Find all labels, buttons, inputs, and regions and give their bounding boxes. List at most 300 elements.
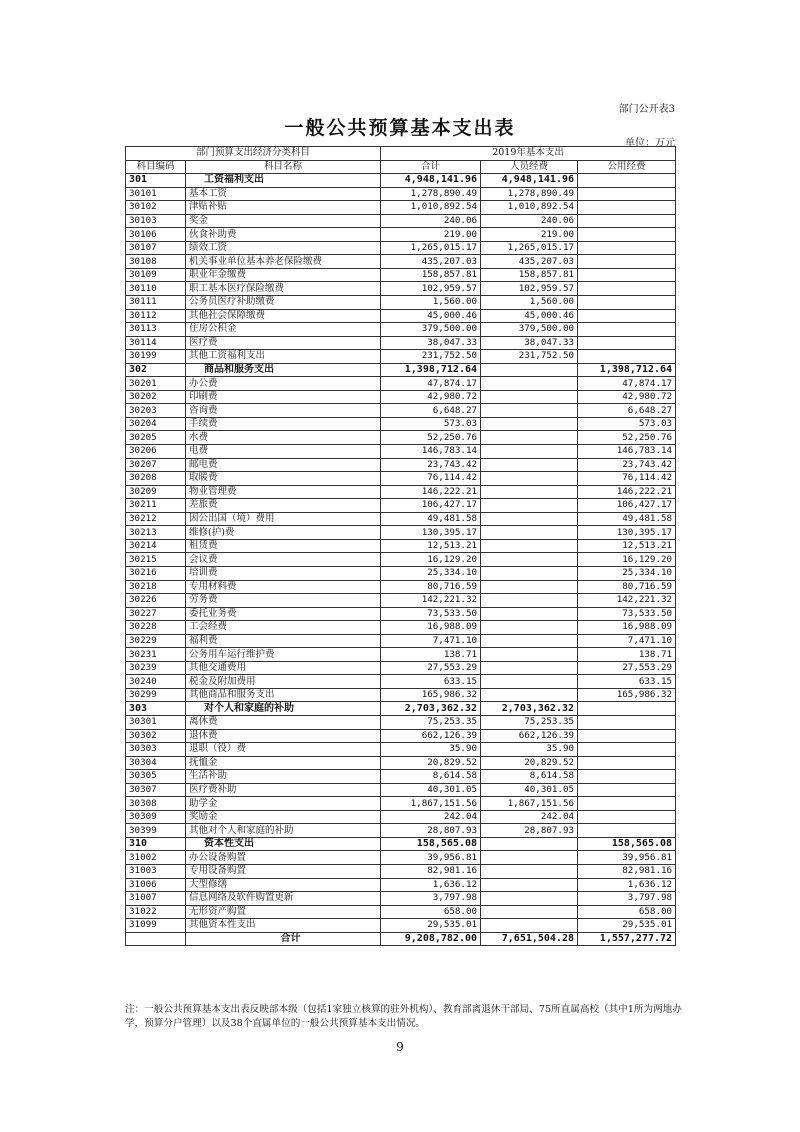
table-row — [126, 214, 676, 228]
table-tag: 部门公开表3 — [618, 104, 675, 115]
table-row — [126, 864, 676, 878]
cell-public: 47,874.17 — [578, 377, 676, 391]
cell-public — [578, 810, 676, 824]
cell-code: 30211 — [126, 499, 186, 513]
cell-total: 39,956.81 — [381, 851, 481, 865]
cell-public: 106,427.17 — [578, 499, 676, 513]
cell-total: 165,986.32 — [381, 688, 481, 702]
cell-name: 绩效工资 — [186, 241, 381, 255]
cell-code: 30309 — [126, 810, 186, 824]
header-code: 科目编码 — [126, 160, 186, 174]
cell-public — [578, 743, 676, 757]
header-personnel: 人员经费 — [481, 160, 578, 174]
table-row — [126, 268, 676, 282]
cell-personnel — [481, 404, 578, 418]
cell-code: 30107 — [126, 241, 186, 255]
table-row — [126, 919, 676, 933]
cell-total: 379,500.00 — [381, 323, 481, 337]
cell-code: 303 — [126, 702, 186, 716]
cell-name: 办公设备购置 — [186, 851, 381, 865]
cell-total: 42,980.72 — [381, 390, 481, 404]
cell-name: 抚恤金 — [186, 756, 381, 770]
cell-name: 职业年金缴费 — [186, 268, 381, 282]
cell-public: 138.71 — [578, 648, 676, 662]
cell-personnel: 219.00 — [481, 228, 578, 242]
cell-public: 6,648.27 — [578, 404, 676, 418]
cell-name: 信息网络及软件购置更新 — [186, 892, 381, 906]
header-row-groups — [126, 147, 676, 161]
cell-personnel — [481, 675, 578, 689]
cell-code: 30111 — [126, 296, 186, 310]
cell-total: 9,208,782.00 — [381, 932, 481, 946]
cell-personnel — [481, 892, 578, 906]
cell-code: 30204 — [126, 417, 186, 431]
cell-personnel: 1,867,151.56 — [481, 797, 578, 811]
table-row — [126, 336, 676, 350]
cell-total: 45,000.46 — [381, 309, 481, 323]
cell-name: 租赁费 — [186, 539, 381, 553]
cell-public — [578, 268, 676, 282]
cell-name: 印刷费 — [186, 390, 381, 404]
table-row — [126, 404, 676, 418]
header-total: 合计 — [381, 160, 481, 174]
cell-public: 7,471.10 — [578, 634, 676, 648]
cell-code: 30216 — [126, 566, 186, 580]
cell-name: 奖励金 — [186, 810, 381, 824]
cell-code: 30231 — [126, 648, 186, 662]
cell-name: 退休费 — [186, 729, 381, 743]
cell-total: 75,253.35 — [381, 715, 481, 729]
cell-personnel — [481, 837, 578, 851]
cell-personnel — [481, 553, 578, 567]
cell-code: 30213 — [126, 526, 186, 540]
cell-public — [578, 702, 676, 716]
cell-public: 146,222.21 — [578, 485, 676, 499]
cell-total: 435,207.03 — [381, 255, 481, 269]
cell-total: 20,829.52 — [381, 756, 481, 770]
cell-public: 27,553.29 — [578, 661, 676, 675]
cell-total: 8,614.58 — [381, 770, 481, 784]
cell-personnel: 75,253.35 — [481, 715, 578, 729]
table-row — [126, 607, 676, 621]
table-row — [126, 499, 676, 513]
cell-public: 23,743.42 — [578, 458, 676, 472]
cell-code: 30302 — [126, 729, 186, 743]
cell-personnel: 35.90 — [481, 743, 578, 757]
cell-code: 30101 — [126, 187, 186, 201]
cell-public: 1,557,277.72 — [578, 932, 676, 946]
cell-personnel: 158,857.81 — [481, 268, 578, 282]
cell-public: 73,533.50 — [578, 607, 676, 621]
cell-total: 219.00 — [381, 228, 481, 242]
cell-public: 1,398,712.64 — [578, 363, 676, 377]
cell-name: 大型修缮 — [186, 878, 381, 892]
table-row — [126, 553, 676, 567]
table-row — [126, 390, 676, 404]
cell-personnel — [481, 526, 578, 540]
cell-code: 30239 — [126, 661, 186, 675]
cell-public — [578, 729, 676, 743]
table-row — [126, 309, 676, 323]
cell-code: 30218 — [126, 580, 186, 594]
cell-name: 专用材料费 — [186, 580, 381, 594]
page-title: 一般公共预算基本支出表 — [284, 117, 516, 139]
footnote: 注：一般公共预算基本支出表反映部本级（包括1家独立核算的驻外机构）、教育部离退休干部局、75所直属高校（其中1所为两地办学，预算分户管理）以及38个直属单位的一般公共预算基本支出情况。 — [125, 1004, 682, 1029]
cell-public: 29,535.01 — [578, 919, 676, 933]
cell-code: 30109 — [126, 268, 186, 282]
cell-personnel — [481, 878, 578, 892]
cell-code: 31007 — [126, 892, 186, 906]
cell-code: 301 — [126, 174, 186, 188]
table-row — [126, 566, 676, 580]
table-row — [126, 688, 676, 702]
cell-code: 30229 — [126, 634, 186, 648]
table-row — [126, 851, 676, 865]
cell-name: 其他商品和服务支出 — [186, 688, 381, 702]
cell-code: 30212 — [126, 512, 186, 526]
cell-total: 240.06 — [381, 214, 481, 228]
cell-code: 30209 — [126, 485, 186, 499]
cell-code: 30103 — [126, 214, 186, 228]
table-row — [126, 377, 676, 391]
cell-total: 25,334.10 — [381, 566, 481, 580]
cell-public: 49,481.58 — [578, 512, 676, 526]
cell-public: 142,221.32 — [578, 594, 676, 608]
table-row — [126, 756, 676, 770]
cell-personnel — [481, 621, 578, 635]
cell-code: 30207 — [126, 458, 186, 472]
cell-total: 23,743.42 — [381, 458, 481, 472]
cell-total: 35.90 — [381, 743, 481, 757]
table-row — [126, 621, 676, 635]
table-row — [126, 824, 676, 838]
cell-total: 1,636.12 — [381, 878, 481, 892]
page-number: 9 — [396, 1040, 404, 1054]
header-public: 公用经费 — [578, 160, 676, 174]
cell-personnel — [481, 864, 578, 878]
cell-name: 培训费 — [186, 566, 381, 580]
cell-personnel: 435,207.03 — [481, 255, 578, 269]
cell-code: 30112 — [126, 309, 186, 323]
cell-total: 130,395.17 — [381, 526, 481, 540]
cell-total: 82,981.16 — [381, 864, 481, 878]
cell-code: 30399 — [126, 824, 186, 838]
table-row — [126, 539, 676, 553]
cell-name: 办公费 — [186, 377, 381, 391]
cell-personnel: 40,301.05 — [481, 783, 578, 797]
cell-code: 30308 — [126, 797, 186, 811]
cell-total: 27,553.29 — [381, 661, 481, 675]
section-row — [126, 837, 676, 851]
table-row — [126, 797, 676, 811]
cell-public — [578, 797, 676, 811]
cell-code: 30240 — [126, 675, 186, 689]
cell-personnel — [481, 377, 578, 391]
cell-total: 16,129.20 — [381, 553, 481, 567]
cell-public: 76,114.42 — [578, 472, 676, 486]
cell-code: 30205 — [126, 431, 186, 445]
cell-code: 30305 — [126, 770, 186, 784]
cell-personnel — [481, 458, 578, 472]
table-row — [126, 783, 676, 797]
table-row — [126, 201, 676, 215]
cell-public: 1,636.12 — [578, 878, 676, 892]
cell-total: 2,703,362.32 — [381, 702, 481, 716]
cell-public — [578, 296, 676, 310]
cell-total: 242.04 — [381, 810, 481, 824]
cell-code: 31003 — [126, 864, 186, 878]
cell-public — [578, 824, 676, 838]
cell-name: 差旅费 — [186, 499, 381, 513]
cell-total: 1,010,892.54 — [381, 201, 481, 215]
cell-name: 维修(护)费 — [186, 526, 381, 540]
cell-total: 662,126.39 — [381, 729, 481, 743]
cell-personnel: 2,703,362.32 — [481, 702, 578, 716]
cell-public — [578, 770, 676, 784]
cell-total: 106,427.17 — [381, 499, 481, 513]
cell-public: 633.15 — [578, 675, 676, 689]
cell-name: 其他资本性支出 — [186, 919, 381, 933]
cell-personnel: 662,126.39 — [481, 729, 578, 743]
table-row — [126, 323, 676, 337]
table-row — [126, 905, 676, 919]
cell-total: 146,783.14 — [381, 445, 481, 459]
cell-personnel — [481, 648, 578, 662]
cell-code: 30228 — [126, 621, 186, 635]
cell-public — [578, 228, 676, 242]
section-row — [126, 174, 676, 188]
cell-public: 80,716.59 — [578, 580, 676, 594]
cell-public: 16,988.09 — [578, 621, 676, 635]
cell-personnel: 231,752.50 — [481, 350, 578, 364]
cell-personnel — [481, 363, 578, 377]
cell-personnel: 45,000.46 — [481, 309, 578, 323]
cell-total: 658.00 — [381, 905, 481, 919]
cell-code: 30102 — [126, 201, 186, 215]
table-row — [126, 431, 676, 445]
cell-code: 302 — [126, 363, 186, 377]
cell-total: 158,857.81 — [381, 268, 481, 282]
cell-personnel — [481, 539, 578, 553]
cell-name: 因公出国（境）费用 — [186, 512, 381, 526]
table-row — [126, 241, 676, 255]
table-row — [126, 580, 676, 594]
table-row — [126, 648, 676, 662]
cell-name: 机关事业单位基本养老保险缴费 — [186, 255, 381, 269]
cell-name: 生活补助 — [186, 770, 381, 784]
cell-total: 142,221.32 — [381, 594, 481, 608]
cell-code: 30201 — [126, 377, 186, 391]
cell-name: 奖金 — [186, 214, 381, 228]
cell-personnel — [481, 472, 578, 486]
table-row — [126, 255, 676, 269]
cell-public: 82,981.16 — [578, 864, 676, 878]
table-row — [126, 715, 676, 729]
cell-code: 310 — [126, 837, 186, 851]
table-row — [126, 675, 676, 689]
cell-personnel — [481, 905, 578, 919]
cell-total: 29,535.01 — [381, 919, 481, 933]
cell-code: 31099 — [126, 919, 186, 933]
cell-code: 30206 — [126, 445, 186, 459]
cell-total: 6,648.27 — [381, 404, 481, 418]
cell-name: 其他交通费用 — [186, 661, 381, 675]
cell-name: 无形资产购置 — [186, 905, 381, 919]
cell-public: 12,513.21 — [578, 539, 676, 553]
table-row — [126, 526, 676, 540]
cell-public — [578, 323, 676, 337]
table-row — [126, 661, 676, 675]
cell-name: 其他对个人和家庭的补助 — [186, 824, 381, 838]
cell-name: 咨询费 — [186, 404, 381, 418]
table-row — [126, 485, 676, 499]
cell-code: 30199 — [126, 350, 186, 364]
cell-personnel: 1,010,892.54 — [481, 201, 578, 215]
table-row — [126, 445, 676, 459]
cell-name: 职工基本医疗保险缴费 — [186, 282, 381, 296]
cell-total: 1,398,712.64 — [381, 363, 481, 377]
cell-total: 76,114.42 — [381, 472, 481, 486]
cell-name: 助学金 — [186, 797, 381, 811]
cell-total: 28,807.93 — [381, 824, 481, 838]
cell-code: 30299 — [126, 688, 186, 702]
cell-total: 1,560.00 — [381, 296, 481, 310]
cell-public — [578, 715, 676, 729]
cell-personnel — [481, 594, 578, 608]
cell-public — [578, 214, 676, 228]
cell-personnel: 7,651,504.28 — [481, 932, 578, 946]
cell-personnel — [481, 580, 578, 594]
cell-personnel — [481, 661, 578, 675]
cell-name: 伙食补助费 — [186, 228, 381, 242]
cell-name: 对个人和家庭的补助 — [186, 702, 381, 716]
table-row — [126, 810, 676, 824]
cell-code: 30301 — [126, 715, 186, 729]
cell-name: 会议费 — [186, 553, 381, 567]
cell-total: 146,222.21 — [381, 485, 481, 499]
cell-code: 30304 — [126, 756, 186, 770]
cell-code: 30214 — [126, 539, 186, 553]
cell-total: 3,797.98 — [381, 892, 481, 906]
cell-code: 30203 — [126, 404, 186, 418]
cell-public: 3,797.98 — [578, 892, 676, 906]
header-group-classification: 部门预算支出经济分类科目 — [126, 147, 381, 161]
cell-personnel: 379,500.00 — [481, 323, 578, 337]
cell-public — [578, 783, 676, 797]
cell-code: 31002 — [126, 851, 186, 865]
cell-name: 资本性支出 — [186, 837, 381, 851]
cell-total: 573.03 — [381, 417, 481, 431]
cell-code: 30106 — [126, 228, 186, 242]
cell-code: 30208 — [126, 472, 186, 486]
cell-name: 委托业务费 — [186, 607, 381, 621]
cell-total: 16,988.09 — [381, 621, 481, 635]
table-row — [126, 743, 676, 757]
unit-label: 单位：万元 — [625, 138, 675, 149]
cell-code: 30202 — [126, 390, 186, 404]
cell-personnel — [481, 688, 578, 702]
cell-name: 医疗费补助 — [186, 783, 381, 797]
cell-public — [578, 309, 676, 323]
cell-name: 基本工资 — [186, 187, 381, 201]
cell-code: 30108 — [126, 255, 186, 269]
cell-personnel — [481, 512, 578, 526]
cell-public — [578, 336, 676, 350]
cell-total: 52,250.76 — [381, 431, 481, 445]
cell-name: 水费 — [186, 431, 381, 445]
cell-personnel: 1,560.00 — [481, 296, 578, 310]
cell-name: 津贴补贴 — [186, 201, 381, 215]
cell-total: 158,565.08 — [381, 837, 481, 851]
cell-personnel: 20,829.52 — [481, 756, 578, 770]
cell-code: 30114 — [126, 336, 186, 350]
cell-personnel: 240.06 — [481, 214, 578, 228]
cell-code: 30227 — [126, 607, 186, 621]
cell-name: 商品和服务支出 — [186, 363, 381, 377]
table-row — [126, 458, 676, 472]
cell-code: 30215 — [126, 553, 186, 567]
cell-name: 电费 — [186, 445, 381, 459]
cell-total: 80,716.59 — [381, 580, 481, 594]
cell-personnel: 1,265,015.17 — [481, 241, 578, 255]
cell-public: 16,129.20 — [578, 553, 676, 567]
cell-public: 39,956.81 — [578, 851, 676, 865]
table-row — [126, 296, 676, 310]
cell-public — [578, 350, 676, 364]
table-row — [126, 892, 676, 906]
cell-total: 1,278,890.49 — [381, 187, 481, 201]
cell-personnel: 38,047.33 — [481, 336, 578, 350]
cell-personnel — [481, 499, 578, 513]
table-row — [126, 634, 676, 648]
cell-code: 31006 — [126, 878, 186, 892]
cell-total: 49,481.58 — [381, 512, 481, 526]
cell-personnel: 1,278,890.49 — [481, 187, 578, 201]
cell-personnel — [481, 851, 578, 865]
cell-code: 30110 — [126, 282, 186, 296]
section-row — [126, 363, 676, 377]
cell-total: 1,867,151.56 — [381, 797, 481, 811]
table-row — [126, 729, 676, 743]
table-row — [126, 512, 676, 526]
cell-public — [578, 174, 676, 188]
cell-name: 公务用车运行维护费 — [186, 648, 381, 662]
table-row — [126, 187, 676, 201]
cell-name: 其他工资福利支出 — [186, 350, 381, 364]
cell-total: 12,513.21 — [381, 539, 481, 553]
cell-code: 30113 — [126, 323, 186, 337]
cell-personnel — [481, 485, 578, 499]
cell-public — [578, 201, 676, 215]
cell-name: 离休费 — [186, 715, 381, 729]
cell-public: 573.03 — [578, 417, 676, 431]
cell-public: 25,334.10 — [578, 566, 676, 580]
cell-total: 4,948,141.96 — [381, 174, 481, 188]
cell-total: 1,265,015.17 — [381, 241, 481, 255]
cell-name: 邮电费 — [186, 458, 381, 472]
table-row — [126, 350, 676, 364]
cell-public — [578, 241, 676, 255]
cell-total: 40,301.05 — [381, 783, 481, 797]
cell-name: 取暖费 — [186, 472, 381, 486]
budget-table — [125, 146, 676, 946]
cell-personnel: 28,807.93 — [481, 824, 578, 838]
cell-public — [578, 282, 676, 296]
cell-personnel — [481, 607, 578, 621]
cell-name: 合计 — [186, 932, 381, 946]
cell-name: 手续费 — [186, 417, 381, 431]
header-row-columns — [126, 160, 676, 174]
